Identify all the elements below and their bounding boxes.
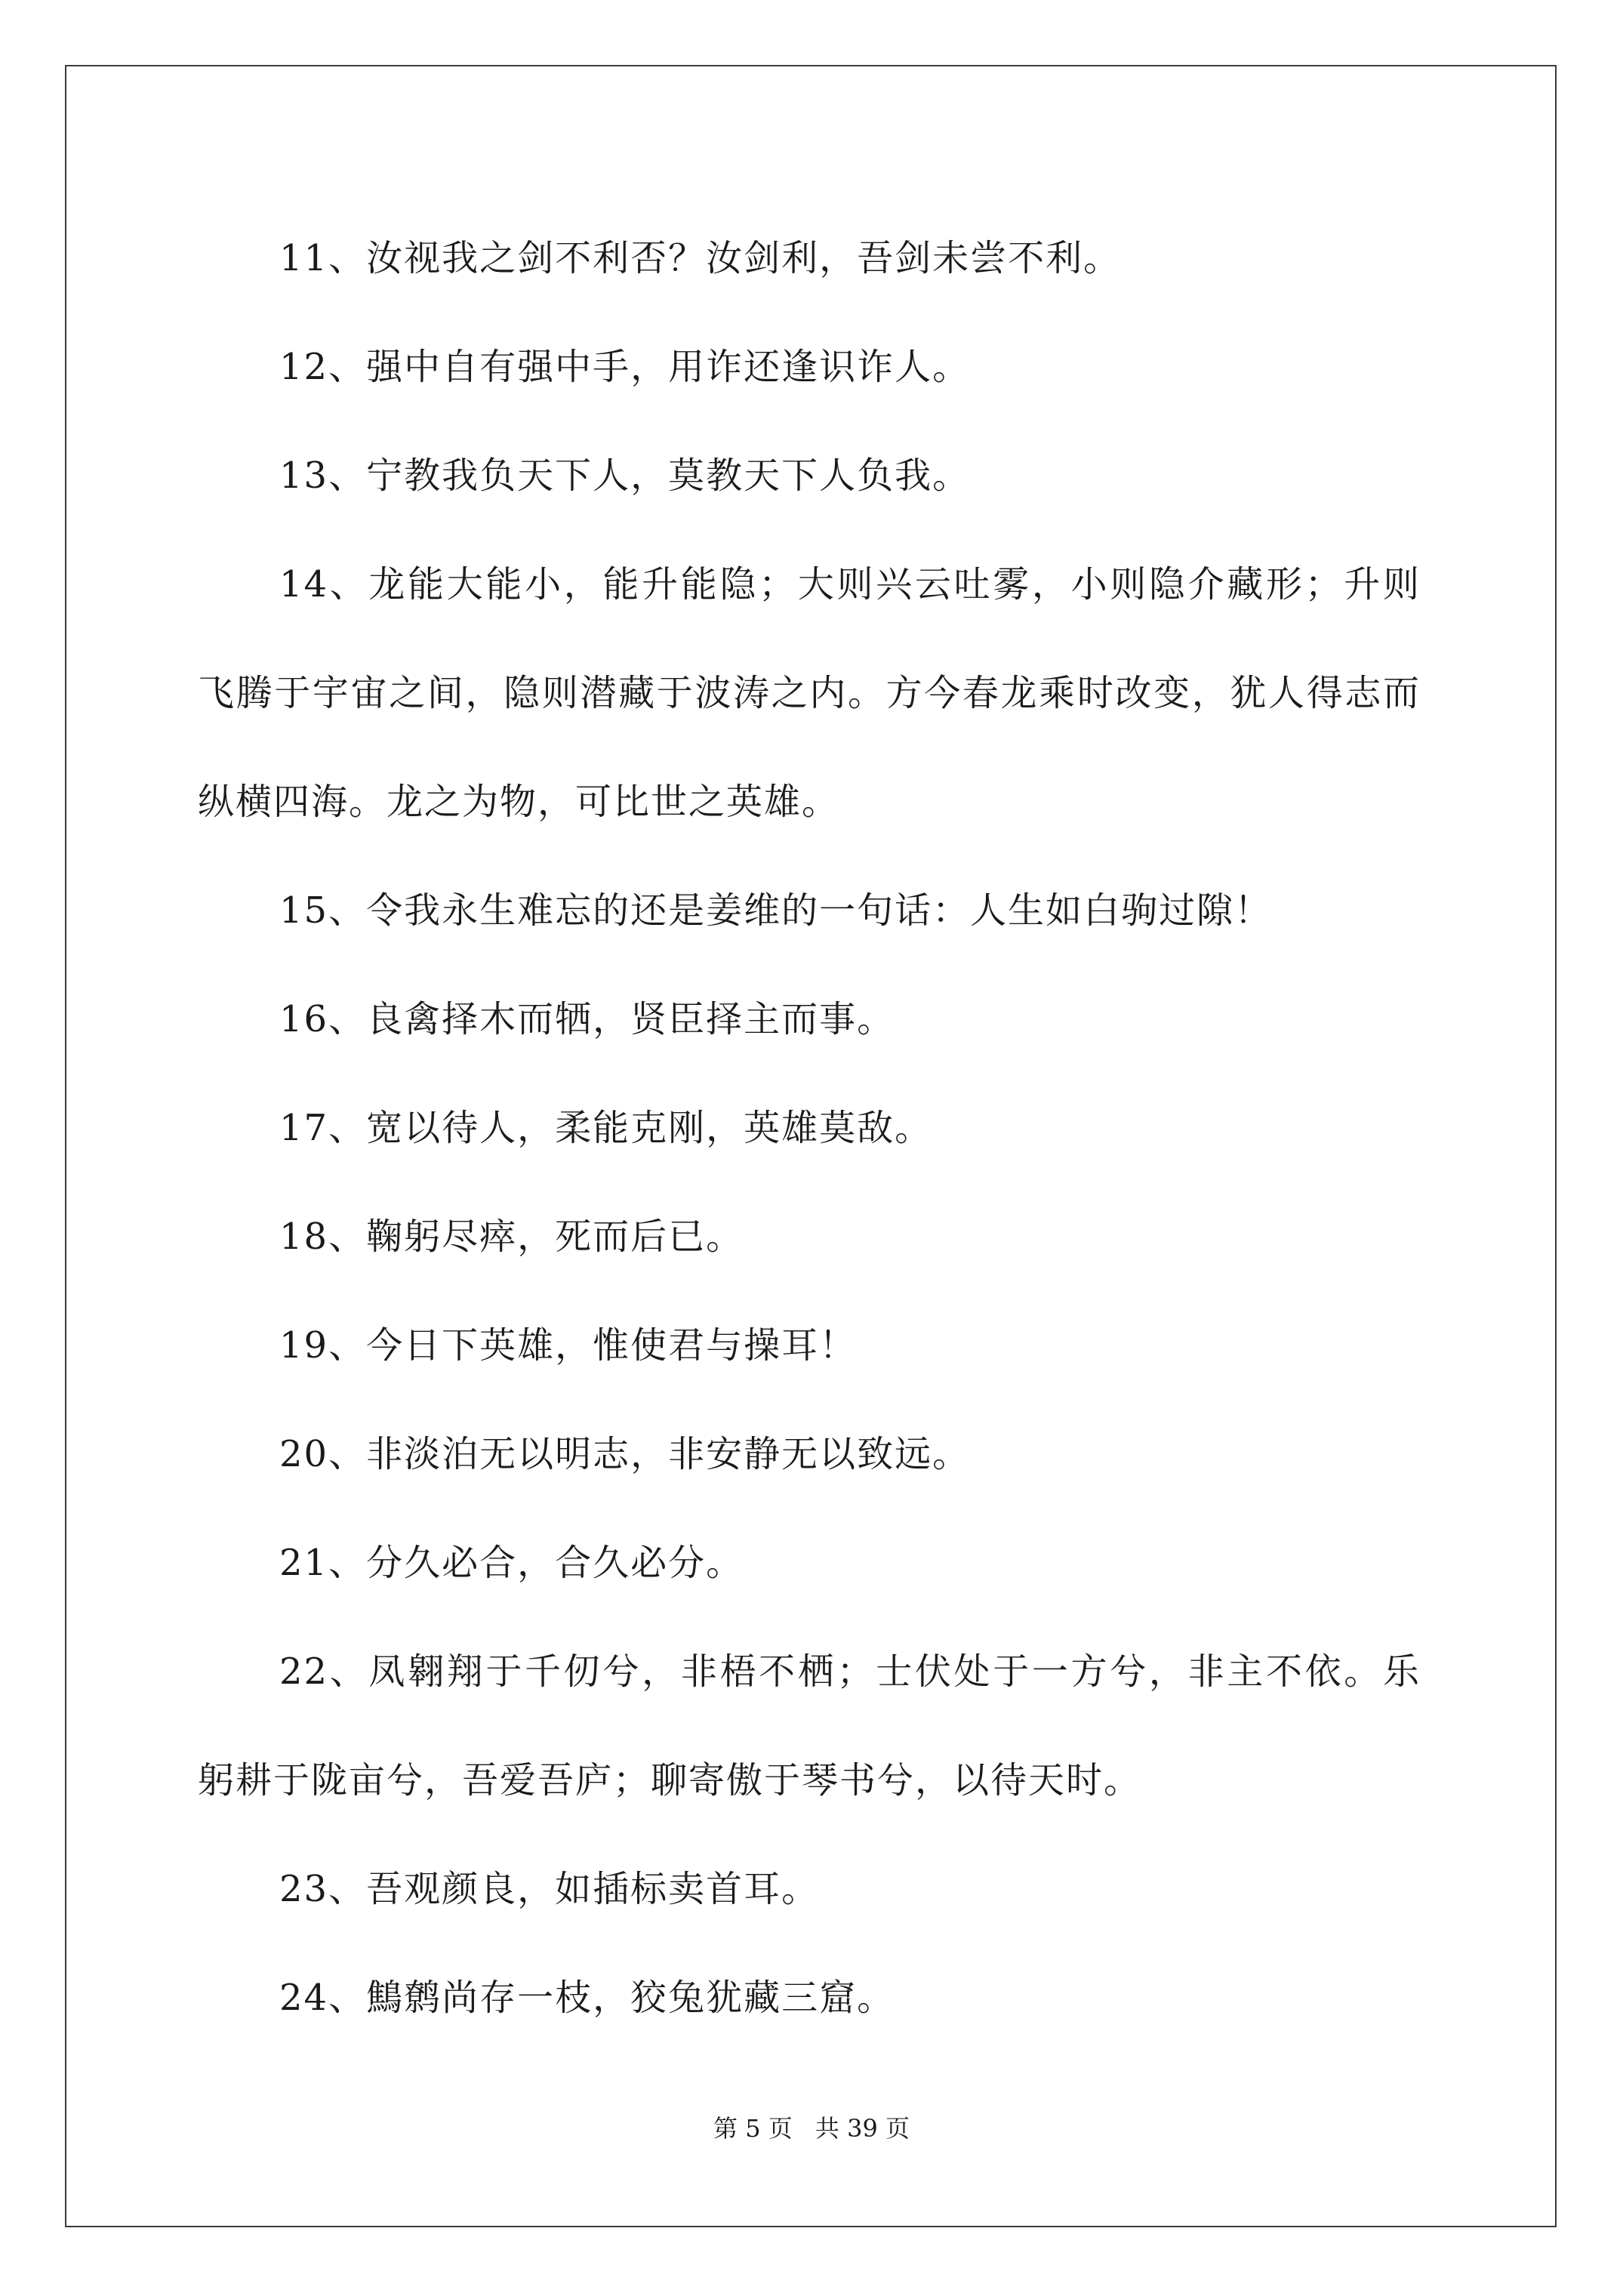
page-footer [0,2110,1623,2144]
quote-paragraph-14: 14、龙能大能小，能升能隐；大则兴云吐雾，小则隐介藏形；升则飞腾于宇宙之间，隐则潜藏于波涛之内。方今春龙乘时改变，犹人得志而纵横四海。龙之为物，可比世之英雄。 [198,563,1421,823]
quote-paragraph-20: 20、非淡泊无以明志，非安静无以致远。 [279,1433,971,1475]
quote-paragraph-12: 12、强中自有强中手，用诈还逢识诈人。 [279,346,971,388]
document-body [198,204,1421,2052]
quote-paragraph-18: 18、鞠躬尽瘁，死而后已。 [279,1216,744,1258]
quote-paragraph-16: 16、良禽择木而牺，贤臣择主而事。 [279,998,895,1040]
quote-paragraph-24: 24、鷦鹩尚存一枝，狡兔犹藏三窟。 [279,1977,895,2019]
quote-paragraph-19: 19、今日下英雄，惟使君与操耳！ [279,1324,858,1367]
quote-paragraph-13: 13、宁教我负天下人，莫教天下人负我。 [279,455,971,497]
quote-paragraph-21: 21、分久必合，合久必分。 [279,1542,744,1584]
quote-paragraph-17: 17、宽以待人，柔能克刚，英雄莫敌。 [279,1107,933,1149]
quote-paragraph-23: 23、吾观颜良，如插标卖首耳。 [279,1868,820,1910]
quote-paragraph-11: 11、汝视我之剑不利否？汝剑利，吾剑未尝不利。 [279,237,1122,279]
page-number: 第 5 页 [713,2114,793,2143]
quote-paragraph-15: 15、令我永生难忘的还是姜维的一句话：人生如白驹过隙！ [279,889,1273,932]
page-total: 共 39 页 [815,2114,910,2143]
quote-paragraph-22: 22、凤翱翔于千仞兮，非梧不栖；士伏处于一方兮，非主不依。乐躬耕于陇亩兮，吾爱吾庐；聊寄傲于琴书兮，以待天时。 [198,1650,1421,1801]
